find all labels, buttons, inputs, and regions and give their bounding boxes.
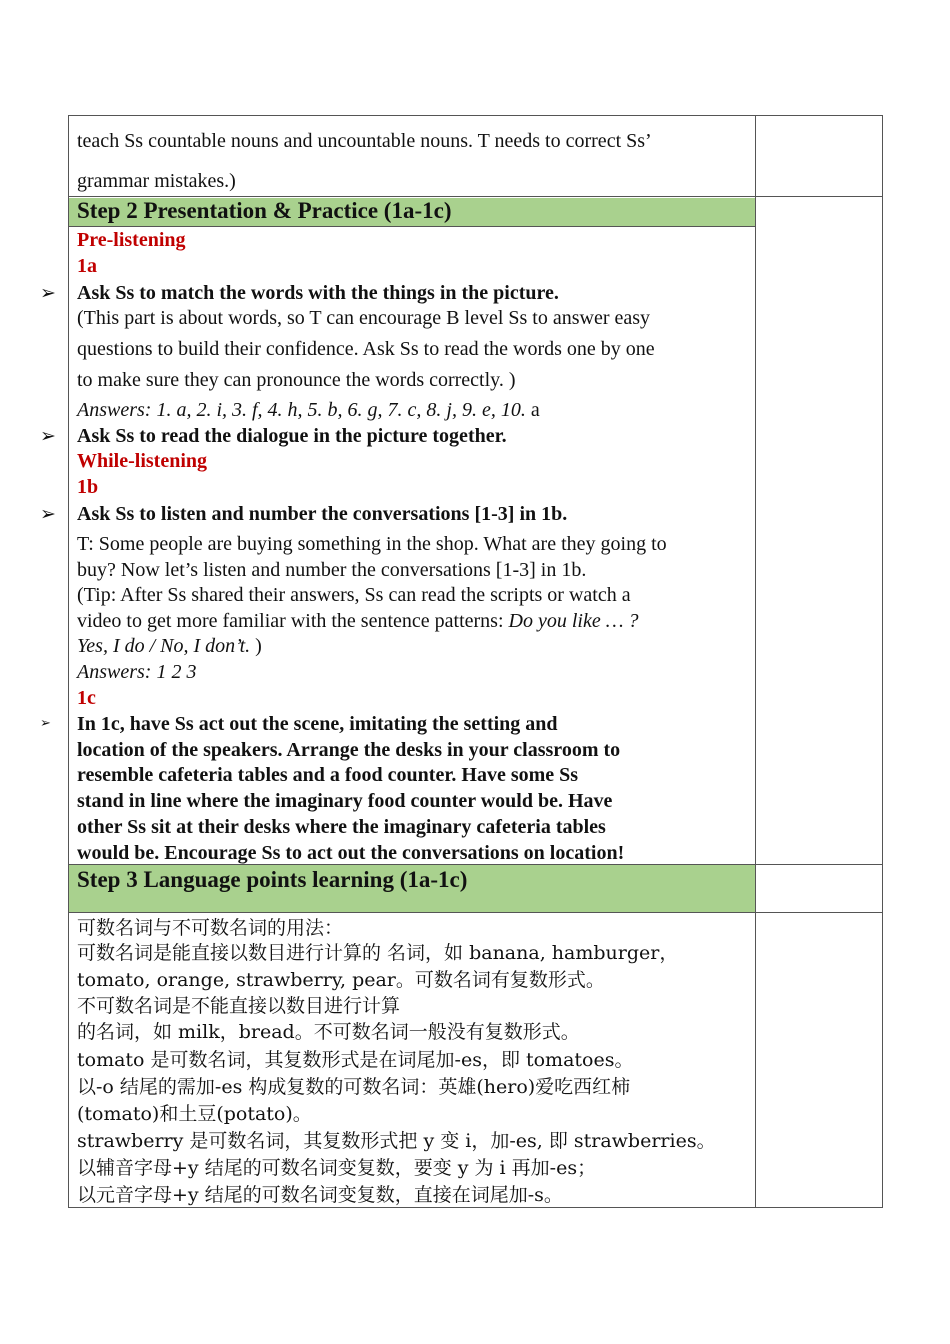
pre-listening-label: Pre-listening (77, 229, 186, 251)
arrow-bullet-icon: ➢ (40, 716, 51, 731)
answers-1a-text: Answers: 1. a, 2. i, 3. f, 4. h, 5. b, 6. g, 7. c, 8. j, 9. e, 10. (77, 399, 526, 421)
answers-1b: Answers: 1 2 3 (77, 661, 197, 683)
task-act-out-line-4: stand in line where the imaginary food counter would be. Have (77, 790, 613, 812)
tip-line-3-close: ) (250, 635, 262, 657)
step3-line: 可数名词是能直接以数目进行计算的 名词，如 banana, hamburger， (77, 942, 679, 964)
step3-heading: Step 3 Language points learning (1a-1c) (77, 867, 468, 892)
tip-line-1: (Tip: After Ss shared their answers, Ss can read the scripts or watch a (77, 584, 631, 606)
tip-line-2-pattern: Do you like … ? (508, 610, 639, 632)
note-1a-line-3: to make sure they can pronounce the words correctly. ) (77, 369, 516, 391)
while-listening-label: While-listening (77, 450, 208, 472)
step3-line: tomato, orange, strawberry, pear。可数名词有复数形式。 (77, 969, 605, 991)
step3-line: (tomato)和土豆(potato)。 (77, 1103, 312, 1125)
task-act-out-line-1: In 1c, have Ss act out the scene, imitating the setting and (77, 713, 558, 735)
arrow-bullet-icon: ➢ (40, 425, 56, 447)
step3-line: 以元音字母+y 结尾的可数名词变复数，直接在词尾加-s。 (77, 1184, 563, 1206)
task-read-dialogue: Ask Ss to read the dialogue in the picture together. (77, 425, 507, 447)
step3-line: 可数名词与不可数名词的用法： (77, 917, 344, 939)
step1-line-1: teach Ss countable nouns and uncountable nouns. T needs to correct Ss’ (77, 130, 652, 152)
step3-line: tomato 是可数名词，其复数形式是在词尾加-es，即 tomatoes。 (77, 1049, 634, 1071)
task-act-out-line-3: resemble cafeteria tables and a food counter. Have some Ss (77, 764, 579, 786)
tip-line-3-pattern: Yes, I do / No, I don’t. (77, 635, 251, 657)
step2-heading: Step 2 Presentation & Practice (1a-1c) (77, 198, 452, 223)
tip-line-3 (77, 634, 262, 658)
task-listen-number: Ask Ss to listen and number the conversations [1-3] in 1b. (77, 503, 568, 525)
step1-line-2: grammar mistakes.) (77, 170, 236, 192)
teacher-line-2: buy? Now let’s listen and number the conversations [1-3] in 1b. (77, 559, 587, 581)
tip-line-2-text: video to get more familiar with the sentence patterns: (77, 610, 504, 632)
tip-line-2 (77, 609, 639, 633)
step3-line: 不可数名词是不能直接以数目进行计算 (77, 995, 401, 1017)
arrow-bullet-icon: ➢ (40, 282, 56, 304)
task-act-out-line-5: other Ss sit at their desks where the imaginary cafeteria tables (77, 816, 606, 838)
step3-line: 以-o 结尾的需加-es 构成复数的可数名词：英雄(hero)爱吃西红柿 (77, 1076, 631, 1098)
note-1a-line-2: questions to build their confidence. Ask Ss to read the words one by one (77, 338, 655, 360)
task-act-out-line-2: location of the speakers. Arrange the desks in your classroom to (77, 739, 621, 761)
teacher-line-1: T: Some people are buying something in the shop. What are they going to (77, 533, 667, 555)
note-1a-line-1: (This part is about words, so T can encourage B level Ss to answer easy (77, 307, 651, 329)
section-1c-label: 1c (77, 687, 96, 709)
task-act-out-line-6: would be. Encourage Ss to act out the conversations on location! (77, 842, 625, 864)
section-1b-label: 1b (77, 476, 99, 498)
step3-line: strawberry 是可数名词，其复数形式把 y 变 i，加-es, 即 strawberries。 (77, 1130, 716, 1152)
answers-1a-last: a (530, 399, 540, 421)
task-match-words: Ask Ss to match the words with the things in the picture. (77, 282, 559, 304)
step3-line: 以辅音字母+y 结尾的可数名词变复数，要变 y 为 i 再加-es； (77, 1157, 597, 1179)
section-1a-label: 1a (77, 255, 97, 277)
answers-1a (77, 398, 540, 422)
arrow-bullet-icon: ➢ (40, 503, 56, 525)
step3-line: 的名词，如 milk，bread。不可数名词一般没有复数形式。 (77, 1021, 580, 1043)
